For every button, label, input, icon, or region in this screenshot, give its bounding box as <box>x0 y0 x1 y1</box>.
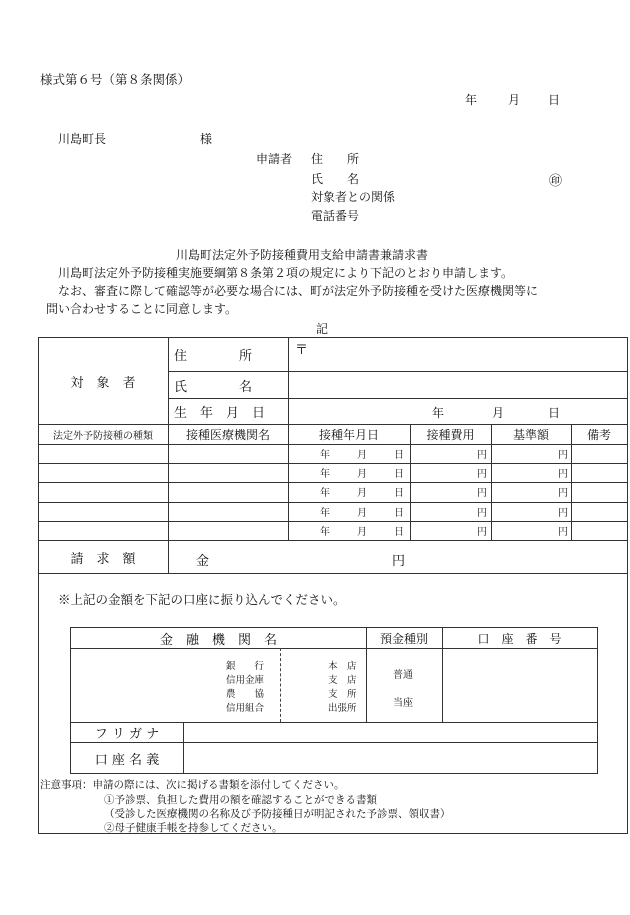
row-standard-yen: 円 <box>558 508 568 519</box>
document-title: 川島町法定外予防接種費用支給申請書兼請求書 <box>176 248 429 262</box>
row-date-year: 年 <box>320 488 330 499</box>
branch-type-shisho: 支 所 <box>328 689 357 700</box>
bank-type-shinkumi: 信用組合 <box>226 703 265 714</box>
applicant-name-label: 氏 名 <box>311 172 360 186</box>
row-date-month: 月 <box>357 527 367 538</box>
header-remarks: 備考 <box>586 428 611 442</box>
subject-name-label: 氏 名 <box>174 379 253 395</box>
row-date-month: 月 <box>357 508 367 519</box>
header-date: 接種年月日 <box>318 428 379 442</box>
body-line-1: 川島町法定外予防接種実施要綱第８条第２項の規定により下記のとおり申請します。 <box>58 266 514 280</box>
header-standard: 基準額 <box>512 428 549 442</box>
row-cost-yen: 円 <box>477 527 487 538</box>
account-name-label: 口 座 名 義 <box>94 752 160 768</box>
postal-mark: 〒 <box>295 343 309 358</box>
transfer-note: ※上記の金額を下記の口座に振り込んでください。 <box>58 592 346 607</box>
notes-item-1-sub: （受診した医療機関の名称及び予防接種日が明記された予診票、領収書） <box>104 808 451 820</box>
furigana-label: フ リ ガ ナ <box>94 727 160 742</box>
header-vaccine-type: 法定外予防接種の種類 <box>53 431 153 442</box>
row-cost-yen: 円 <box>477 488 487 499</box>
header-clinic: 接種医療機関名 <box>185 428 270 442</box>
birth-day: 日 <box>548 406 561 420</box>
applicant-address-label: 住 所 <box>311 152 360 166</box>
body-line-2: なお、審査に際して確認等が必要な場合には、町が法定外予防接種を受けた医療機関等に <box>58 284 539 298</box>
branch-type-shiten: 支 店 <box>328 675 357 686</box>
row-date-day: 日 <box>394 508 404 519</box>
bank-header-type: 預金種別 <box>379 631 428 646</box>
row-standard-yen: 円 <box>558 469 568 480</box>
subject-birth-label: 生 年 月 日 <box>174 406 266 421</box>
addressee-honorific: 様 <box>200 132 213 146</box>
claim-kin: 金 <box>196 554 210 569</box>
applicant-heading: 申請者 <box>256 152 293 166</box>
applicant-phone-label: 電話番号 <box>311 209 360 223</box>
row-date-year: 年 <box>320 527 330 538</box>
subject-address-label: 住 所 <box>174 349 253 364</box>
notes-heading: 注意事項：申請の際には、次に掲げる書類を添付してください。 <box>40 779 345 791</box>
branch-type-shutchojo: 出張所 <box>328 703 357 714</box>
row-date-month: 月 <box>357 450 367 461</box>
deposit-type-toza: 当座 <box>393 698 413 709</box>
subject-label: 対 象 者 <box>70 375 136 391</box>
notes-item-1: ①予診票、負担した費用の額を確認することができる書類 <box>104 794 377 806</box>
row-date-month: 月 <box>357 488 367 499</box>
bank-header-number: 口 座 番 号 <box>477 631 562 646</box>
claim-yen: 円 <box>392 554 406 569</box>
row-date-day: 日 <box>394 527 404 538</box>
row-standard-yen: 円 <box>558 488 568 499</box>
row-date-month: 月 <box>357 469 367 480</box>
row-standard-yen: 円 <box>558 450 568 461</box>
seal-mark: ㊞ <box>549 174 563 189</box>
row-cost-yen: 円 <box>477 469 487 480</box>
birth-year: 年 <box>432 406 445 420</box>
bank-type-shinkin: 信用金庫 <box>226 675 265 686</box>
branch-type-honten: 本 店 <box>328 661 357 672</box>
row-standard-yen: 円 <box>558 527 568 538</box>
deposit-type-futsu: 普通 <box>393 670 413 681</box>
row-date-day: 日 <box>394 450 404 461</box>
bank-type-ginko: 銀 行 <box>226 661 265 672</box>
addressee-name: 川島町長 <box>58 132 107 146</box>
applicant-relation-label: 対象者との関係 <box>311 190 396 204</box>
row-date-year: 年 <box>320 469 330 480</box>
date-day: 日 <box>548 93 561 107</box>
claim-label: 請 求 額 <box>70 551 136 567</box>
ki-label: 記 <box>316 322 329 336</box>
date-year: 年 <box>465 93 478 107</box>
header-cost: 接種費用 <box>426 428 475 442</box>
notes-item-2: ②母子健康手帳を持参してください。 <box>104 822 283 834</box>
form-label: 様式第６号（第８条関係） <box>40 72 191 87</box>
row-cost-yen: 円 <box>477 450 487 461</box>
body-line-3: 問い合わせすることに同意します。 <box>46 302 238 316</box>
row-date-year: 年 <box>320 508 330 519</box>
bank-header-name: 金 融 機 関 名 <box>159 632 277 648</box>
date-month: 月 <box>508 93 521 107</box>
row-cost-yen: 円 <box>477 508 487 519</box>
row-date-year: 年 <box>320 450 330 461</box>
bank-type-nokyo: 農 協 <box>226 689 265 700</box>
row-date-day: 日 <box>394 469 404 480</box>
row-date-day: 日 <box>394 488 404 499</box>
birth-month: 月 <box>492 406 505 420</box>
